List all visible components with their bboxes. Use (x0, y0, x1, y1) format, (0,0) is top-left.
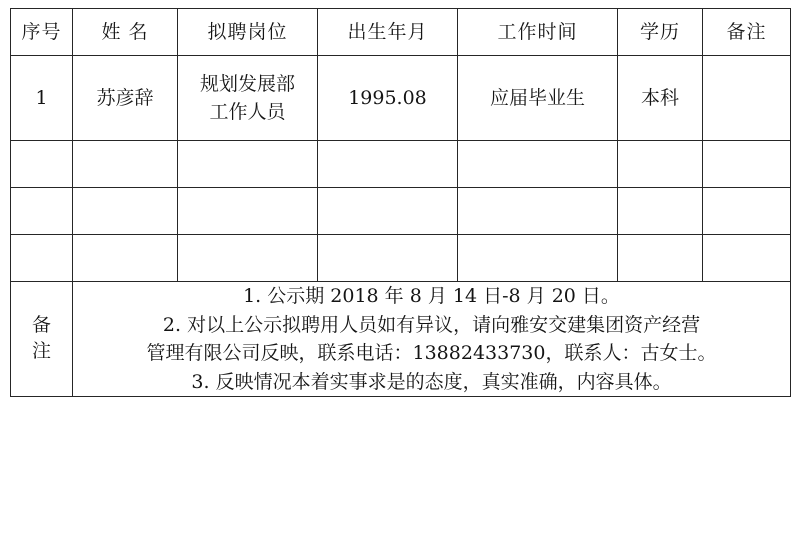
cell-birth (318, 188, 458, 235)
cell-post (178, 235, 318, 282)
table-row (11, 141, 791, 188)
cell-name (73, 141, 178, 188)
table-body (11, 56, 791, 397)
footer-notes (73, 282, 791, 397)
column-header-education: 学历 (618, 9, 703, 56)
footer-note-1: 1. 公示期 2018 年 8 月 14 日-8 月 20 日。 (243, 285, 620, 307)
cell-name (73, 188, 178, 235)
cell-education: 本科 (618, 56, 703, 141)
cell-education (618, 188, 703, 235)
column-header-name: 姓 名 (73, 9, 178, 56)
footer-remark-label-line2: 注 (31, 340, 51, 362)
cell-no (11, 188, 73, 235)
cell-no (11, 235, 73, 282)
cell-name (73, 235, 178, 282)
table-row (11, 235, 791, 282)
column-header-birth: 出生年月 (318, 9, 458, 56)
cell-remark (703, 56, 791, 141)
table-row (11, 56, 791, 141)
cell-birth (318, 141, 458, 188)
cell-work-time (458, 188, 618, 235)
column-header-post: 拟聘岗位 (178, 9, 318, 56)
cell-no (11, 141, 73, 188)
cell-education (618, 141, 703, 188)
cell-education (618, 235, 703, 282)
footer-remark-label-line1: 备 (31, 314, 51, 337)
cell-work-time: 应届毕业生 (458, 56, 618, 141)
cell-post (178, 188, 318, 235)
cell-no: 1 (11, 56, 73, 141)
cell-work-time (458, 235, 618, 282)
column-header-remark: 备注 (703, 9, 791, 56)
cell-post (178, 56, 318, 141)
cell-birth (318, 235, 458, 282)
cell-work-time (458, 141, 618, 188)
footer-note-2-cont: 管理有限公司反映，联系电话：13882433730，联系人：古女士。 (146, 342, 717, 364)
column-header-no: 序号 (11, 9, 73, 56)
cell-remark (703, 141, 791, 188)
cell-post (178, 141, 318, 188)
column-header-work-time: 工作时间 (458, 9, 618, 56)
footer-note-3: 3. 反映情况本着实事求是的态度，真实准确，内容具体。 (191, 370, 672, 393)
cell-post-line2: 工作人员 (209, 101, 286, 123)
cell-remark (703, 188, 791, 235)
cell-post-line1: 规划发展部 (199, 72, 295, 95)
table-header (11, 9, 791, 56)
table-header-row (11, 9, 791, 56)
footer-remark-label (11, 282, 73, 397)
candidate-announcement-table (10, 8, 791, 397)
table-row (11, 188, 791, 235)
footer-note-2: 2. 对以上公示拟聘用人员如有异议，请向雅安交建集团资产经营 (162, 313, 701, 336)
table-footer-row (11, 282, 791, 397)
cell-remark (703, 235, 791, 282)
cell-birth: 1995.08 (318, 56, 458, 141)
cell-name: 苏彦辞 (73, 56, 178, 141)
